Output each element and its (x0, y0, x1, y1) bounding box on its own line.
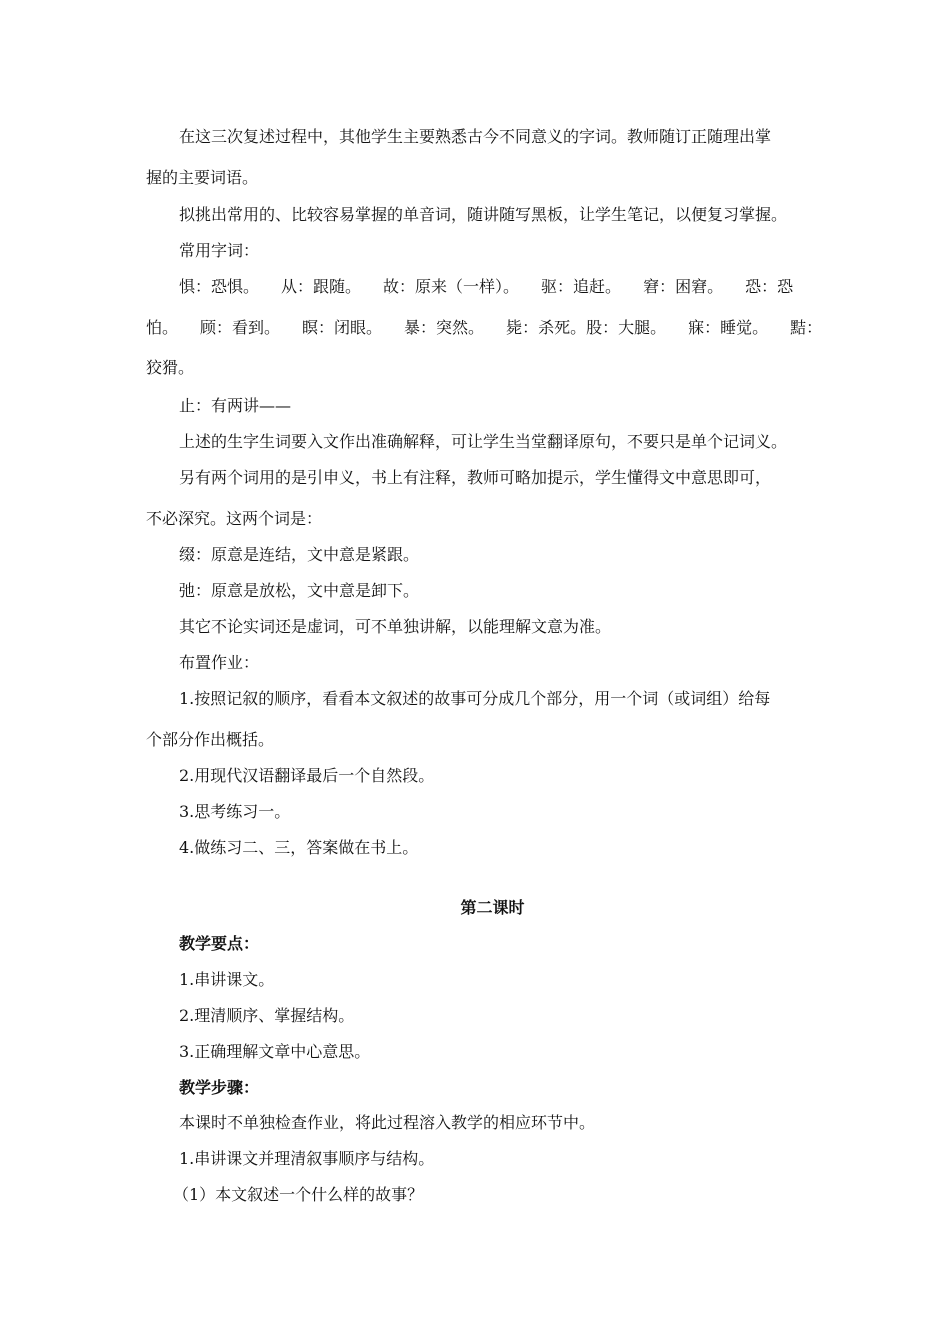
vocab-item: 寐：睡觉。 (688, 318, 769, 337)
homework-item: 4.做练习二、三，答案做在书上。 (179, 838, 419, 857)
homework-item: 2.用现代汉语翻译最后一个自然段。 (179, 766, 435, 785)
vocab-line (146, 318, 822, 338)
paragraph-line: 缀：原意是连结，文中意是紧跟。 (179, 545, 420, 564)
step-line: 本课时不单独检查作业，将此过程溶入教学的相应环节中。 (179, 1113, 596, 1132)
paragraph-line: 止：有两讲—— (179, 396, 292, 415)
paragraph-line: 不必深究。这两个词是： (146, 509, 323, 528)
section-title: 第二课时 (460, 898, 525, 917)
paragraph-line: 其它不论实词还是虚词，可不单独讲解，以能理解文意为准。 (179, 617, 612, 636)
step-line: （1）本文叙述一个什么样的故事？ (173, 1185, 424, 1204)
paragraph-line: 上述的生字生词要入文作出准确解释，可让学生当堂翻译原句，不要只是单个记词义。 (179, 432, 788, 451)
vocab-item: 窘：困窘。 (643, 277, 724, 296)
vocab-item: 毙：杀死。股：大腿。 (506, 318, 667, 337)
paragraph-line: 狡猾。 (146, 358, 195, 377)
vocab-line (179, 277, 793, 297)
homework-item: 1.按照记叙的顺序，看看本文叙述的故事可分成几个部分，用一个词（或词组）给每 (179, 689, 771, 708)
vocab-item: 暴：突然。 (404, 318, 485, 337)
key-point-item: 1.串讲课文。 (179, 970, 275, 989)
step-line: 1.串讲课文并理清叙事顺序与结构。 (179, 1149, 435, 1168)
paragraph-line: 弛：原意是放松，文中意是卸下。 (179, 581, 420, 600)
paragraph-line: 布置作业： (179, 653, 260, 672)
paragraph-line: 拟挑出常用的、比较容易掌握的单音词，随讲随写黑板，让学生笔记，以便复习掌握。 (179, 205, 788, 224)
vocab-item: 惧：恐惧。 (179, 277, 260, 296)
vocab-item: 黠： (790, 318, 823, 337)
vocab-item: 顾：看到。 (200, 318, 281, 337)
vocab-item: 故：原来（一样）。 (383, 277, 520, 296)
paragraph-line: 常用字词： (179, 241, 260, 260)
key-point-item: 3.正确理解文章中心意思。 (179, 1042, 371, 1061)
key-point-item: 2.理清顺序、掌握结构。 (179, 1006, 355, 1025)
vocab-item: 从：跟随。 (281, 277, 362, 296)
vocab-item: 驱：追赶。 (541, 277, 622, 296)
vocab-item: 怕。 (146, 318, 179, 337)
subheading: 教学要点： (179, 934, 260, 953)
paragraph-line: 在这三次复述过程中，其他学生主要熟悉古今不同意义的字词。教师随订正随理出掌 (179, 127, 772, 146)
homework-item: 3.思考练习一。 (179, 802, 291, 821)
vocab-item: 恐：恐 (745, 277, 794, 296)
vocab-item: 瞑：闭眼。 (302, 318, 383, 337)
homework-item-continued: 个部分作出概括。 (146, 730, 275, 749)
subheading: 教学步骤： (179, 1078, 260, 1097)
paragraph-line: 握的主要词语。 (146, 168, 259, 187)
paragraph-line: 另有两个词用的是引申义，书上有注释，教师可略加提示，学生懂得文中意思即可， (179, 468, 772, 487)
